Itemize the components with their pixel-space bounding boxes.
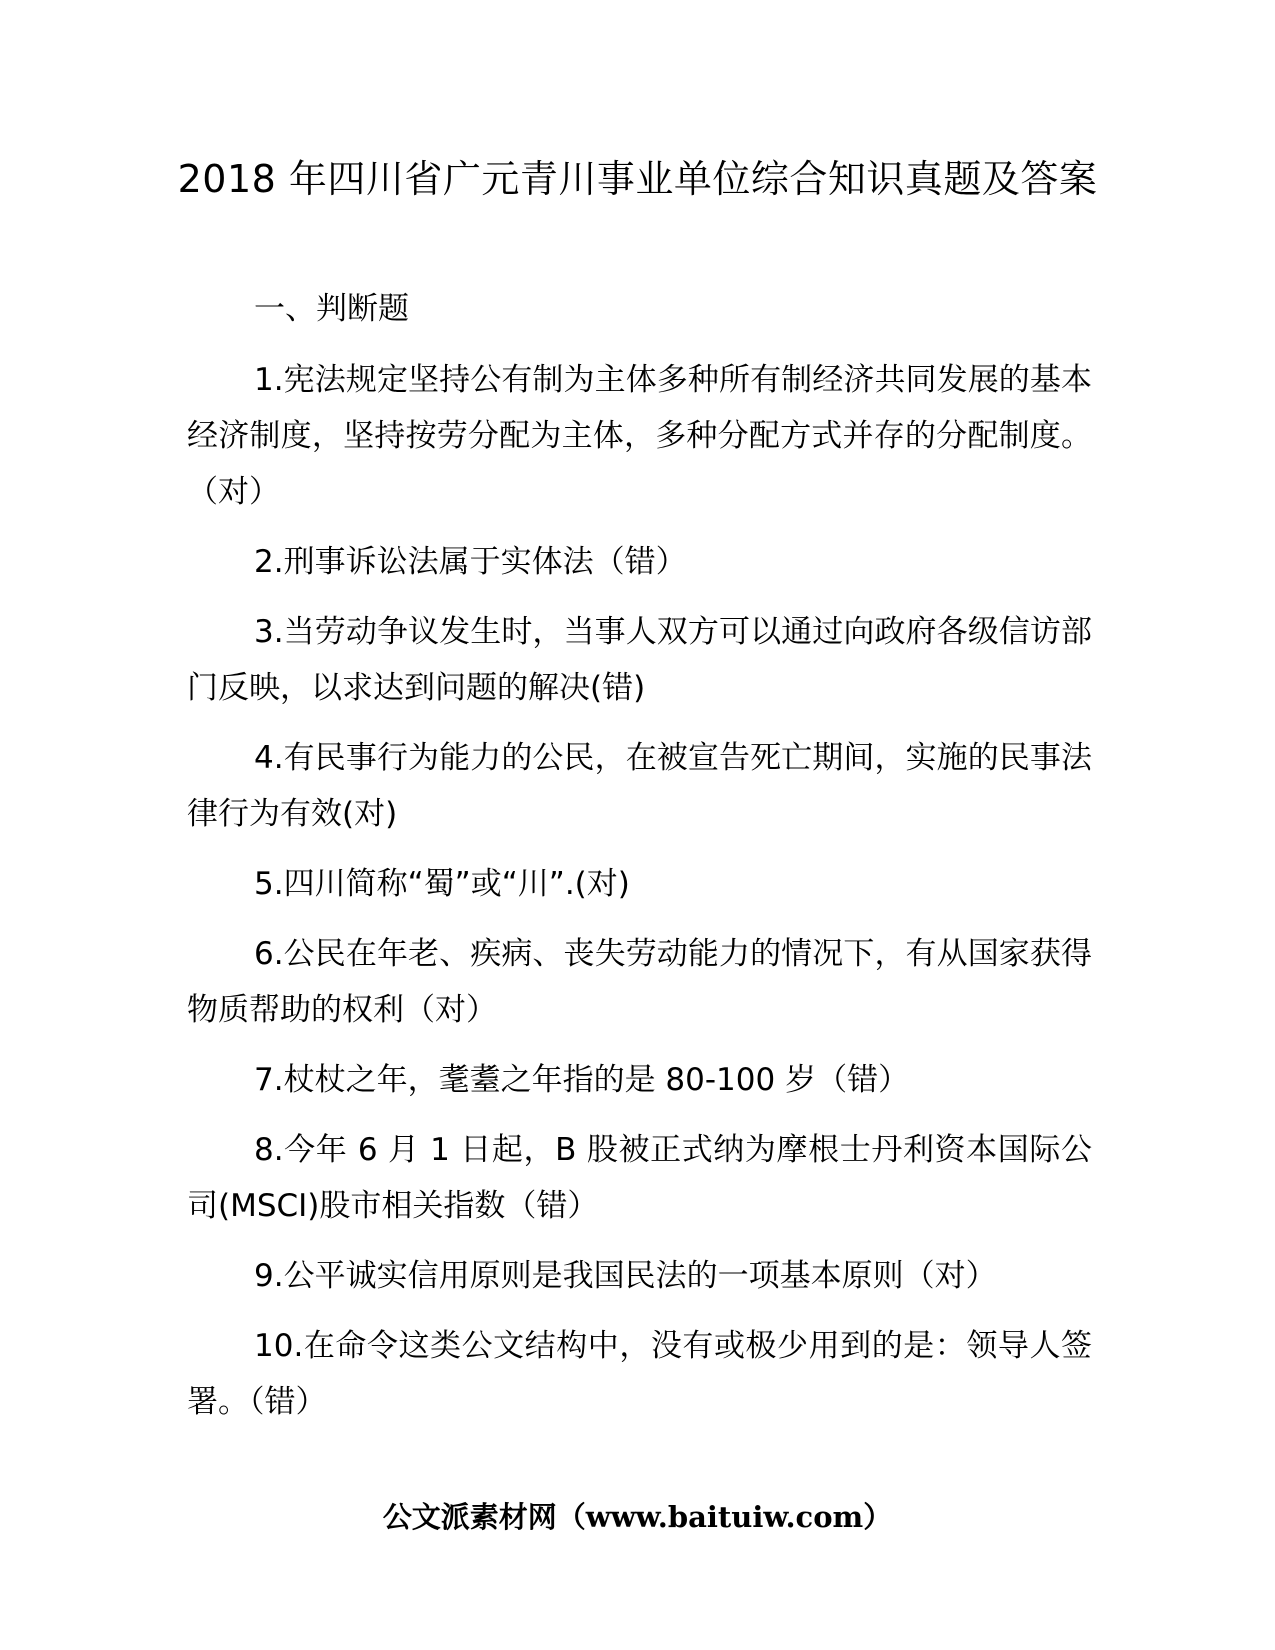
question-item: 4.有民事行为能力的公民，在被宣告死亡期间，实施的民事法律行为有效(对) (187, 740, 1092, 832)
question-item: 3.当劳动争议发生时，当事人双方可以通过向政府各级信访部门反映，以求达到问题的解决(错) (187, 614, 1092, 706)
section-heading: 一、判断题 (254, 291, 409, 327)
question-item: 9.公平诚实信用原则是我国民法的一项基本原则（对） (254, 1258, 997, 1294)
question-item: 10.在命令这类公文结构中，没有或极少用到的是：领导人签署。（错） (187, 1328, 1092, 1420)
question-item: 8.今年 6 月 1 日起，B 股被正式纳为摩根士丹利资本国际公司(MSCI)股市相关指数（错） (187, 1132, 1092, 1224)
footer-source: 公文派素材网（www.baituiw.com） (382, 1500, 893, 1534)
question-item: 1.宪法规定坚持公有制为主体多种所有制经济共同发展的基本经济制度，坚持按劳分配为主体，多种分配方式并存的分配制度。（对） (187, 362, 1092, 510)
question-list (187, 352, 1092, 1444)
question-item: 5.四川简称“蜀”或“川”.(对) (254, 866, 630, 902)
document-title: 2018 年四川省广元青川事业单位综合知识真题及答案 (177, 157, 1098, 201)
question-item: 6.公民在年老、疾病、丧失劳动能力的情况下，有从国家获得物质帮助的权利（对） (187, 936, 1092, 1028)
question-item: 2.刑事诉讼法属于实体法（错） (254, 544, 687, 580)
question-item: 7.杖杖之年，耄耋之年指的是 80-100 岁（错） (254, 1062, 910, 1098)
